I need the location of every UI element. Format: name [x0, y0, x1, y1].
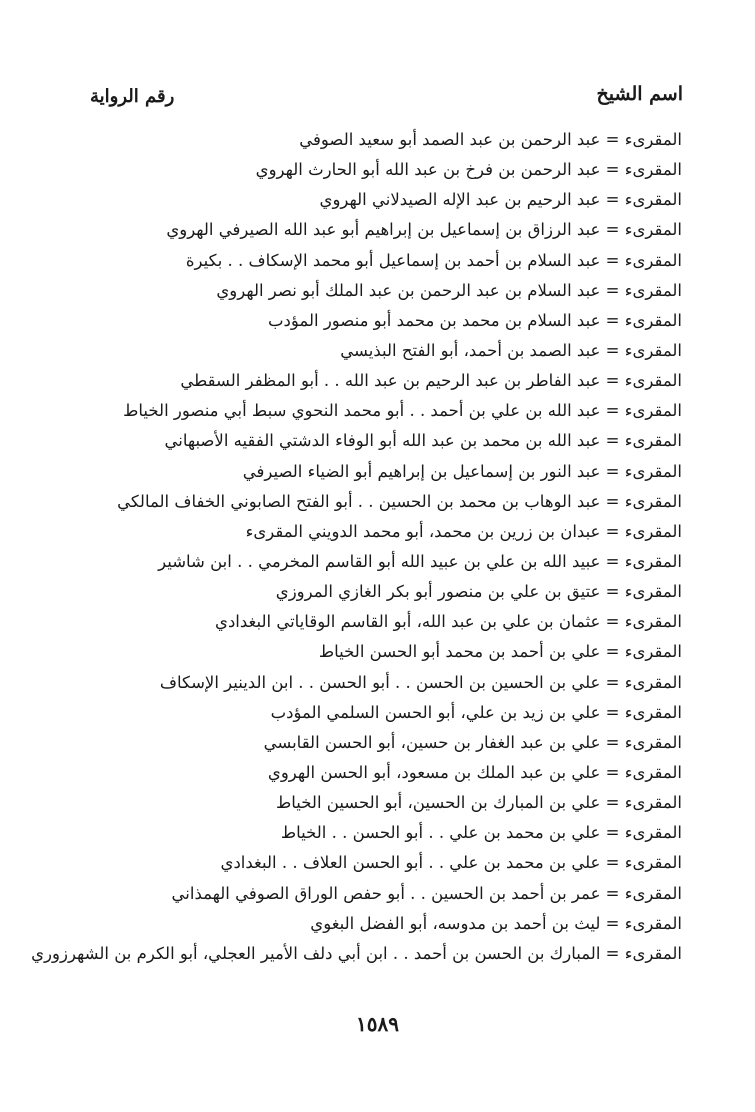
entry-line: المقرىء = علي بن الحسين بن الحسن . . أبو الحسن . . ابن الدينير الإسكاف: [159, 672, 682, 692]
entry-line: المقرىء = عبد النور بن إسماعيل بن إبراهيم أبو الضياء الصيرفي: [242, 461, 682, 481]
entry-line: المقرىء = علي بن عبد الملك بن مسعود، أبو الحسن الهروي: [267, 762, 682, 782]
entry-line: المقرىء = عبد الوهاب بن محمد بن الحسين . . أبو الفتح الصابوني الخفاف المالكي: [117, 491, 682, 511]
entry-line: المقرىء = عبد الرحمن بن فرخ بن عبد الله أبو الحارث الهروي: [255, 160, 682, 180]
entry-line: المقرىء = علي بن محمد بن علي . . أبو الحسن العلاف . . البغدادي: [220, 853, 682, 873]
entry-line: المقرىء = عبد الله بن علي بن أحمد . . أبو محمد النحوي سبط أبي منصور الخياط: [123, 401, 682, 421]
entry-line: المقرىء = عتيق بن علي بن منصور أبو بكر الغازي المروزي: [275, 582, 682, 602]
entry-line: المقرىء = علي بن عبد الغفار بن حسين، أبو الحسن القابسي: [263, 732, 682, 752]
page-number: ١٥٨٩: [356, 1012, 399, 1036]
entry-line: المقرىء = عبد الرحمن بن عبد الصمد أبو سعيد الصوفي: [299, 130, 682, 149]
entry-line: المقرىء = عثمان بن علي بن عبد الله، أبو القاسم الوقاياتي البغدادي: [215, 612, 682, 632]
entry-line: المقرىء = علي بن محمد بن علي . . أبو الحسن . . الخياط: [280, 823, 682, 843]
entry-line: المقرىء = عبدان بن زرين بن محمد، أبو محمد الدويني المقرىء: [245, 521, 682, 541]
column-header-narration-number: رقم الرواية: [90, 86, 175, 107]
entry-line: المقرىء = عمر بن أحمد بن الحسين . . أبو حفص الوراق الصوفي الهمذاني: [171, 883, 682, 903]
entry-line: المقرىء = علي بن زيد بن علي، أبو الحسن السلمي المؤدب: [270, 702, 682, 722]
entry-line: المقرىء = ليث بن أحمد بن مدوسه، أبو الفضل البغوي: [310, 913, 682, 933]
entry-line: المقرىء = عبد السلام بن أحمد بن إسماعيل أبو محمد الإسكاف . . بكيرة: [185, 250, 682, 270]
entries-list: [31, 125, 682, 969]
entry-line: المقرىء = عبد السلام بن محمد بن محمد أبو منصور المؤدب: [268, 310, 682, 330]
column-header-sheikh-name: اسم الشيخ: [596, 83, 683, 105]
entry-line: المقرىء = عبيد الله بن علي بن عبيد الله أبو القاسم المخرمي . . ابن شاشير: [158, 551, 682, 571]
entry-line: المقرىء = عبد الفاطر بن عبد الرحيم بن عبد الله . . أبو المظفر السقطي: [180, 371, 682, 391]
entry-line: المقرىء = علي بن أحمد بن محمد أبو الحسن الخياط: [318, 642, 682, 662]
entry-line: المقرىء = المبارك بن الحسن بن أحمد . . ابن أبي دلف الأمير العجلي، أبو الكرم بن الشهرزوري: [31, 943, 682, 963]
entry-line: المقرىء = عبد الصمد بن أحمد، أبو الفتح البذيسي: [340, 340, 682, 360]
entry-line: المقرىء = عبد السلام بن عبد الرحمن بن عبد الملك أبو نصر الهروي: [216, 280, 682, 300]
entry-line: المقرىء = عبد الرزاق بن إسماعيل بن إبراهيم أبو عبد الله الصيرفي الهروي: [166, 220, 682, 240]
entry-line: المقرىء = عبد الله بن محمد بن عبد الله أبو الوفاء الدشتي الفقيه الأصبهاني: [164, 431, 682, 451]
entry-line: المقرىء = علي بن المبارك بن الحسين، أبو الحسين الخياط: [276, 793, 682, 813]
entry-line: المقرىء = عبد الرحيم بن عبد الإله الصيدلاني الهروي: [319, 190, 682, 210]
